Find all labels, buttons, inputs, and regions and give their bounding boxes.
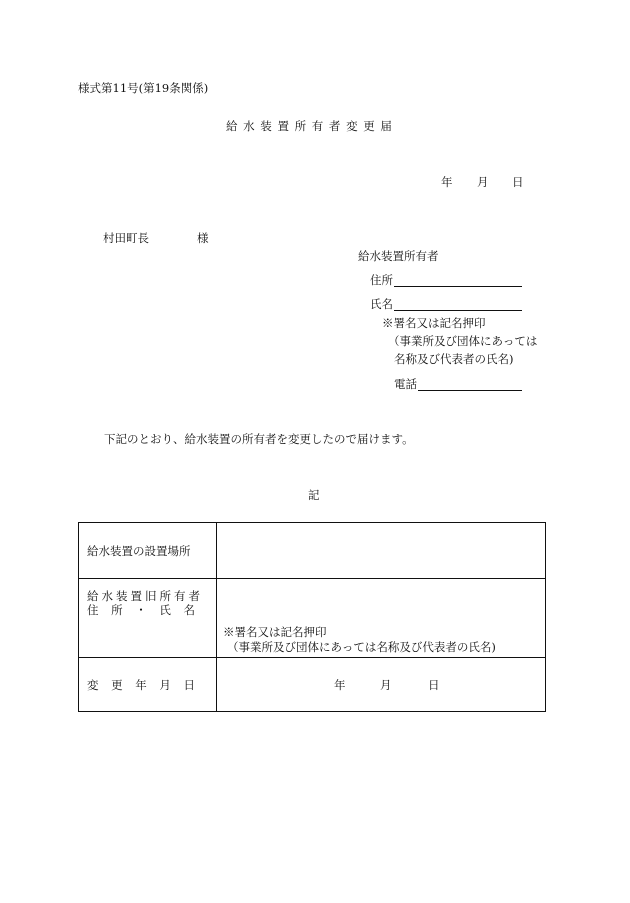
table-row	[79, 658, 546, 712]
installation-site-label-text: 給水装置の設置場所	[87, 543, 191, 558]
label-char: 年	[135, 677, 147, 692]
change-year-label: 年	[334, 678, 346, 692]
phone-label: 電話	[394, 377, 417, 391]
date-year-label: 年	[441, 175, 453, 189]
addressee-honorific: 様	[197, 231, 209, 245]
form-title: 給 水 装 置 所 有 者 変 更 届	[226, 119, 393, 133]
change-date-label-text	[87, 677, 203, 693]
label-char: 更	[111, 677, 123, 692]
org-note-line2: 名称及び代表者の氏名)	[394, 352, 514, 366]
name-field[interactable]	[394, 310, 522, 311]
statement-text: 下記のとおり、給水装置の所有者を変更したので届けます。	[104, 432, 414, 446]
former-owner-label-line2	[87, 603, 203, 617]
former-owner-field[interactable]	[217, 579, 546, 658]
phone-field[interactable]	[418, 390, 522, 391]
table-row	[79, 579, 546, 658]
label-char: 名	[183, 603, 195, 617]
installation-site-field[interactable]	[217, 523, 546, 579]
table-row	[79, 523, 546, 579]
label-char: 住	[87, 603, 99, 617]
date-month-label: 月	[477, 175, 489, 189]
org-note-line1: （事業所及び団体にあっては	[388, 334, 538, 348]
label-char: 所	[111, 603, 123, 617]
label-char: ・	[135, 603, 147, 617]
former-owner-label-line1: 給水装置旧所有者	[87, 589, 203, 603]
change-day-label: 日	[428, 678, 440, 692]
former-owner-org-note: （事業所及び団体にあっては名称及び代表者の氏名)	[227, 640, 496, 654]
form-number: 様式第11号(第19条関係)	[78, 81, 209, 95]
label-char: 氏	[159, 603, 171, 617]
details-table	[78, 522, 546, 712]
ki-heading: 記	[308, 488, 320, 502]
label-char: 月	[159, 677, 171, 692]
former-owner-label	[79, 579, 217, 658]
seal-note: ※署名又は記名押印	[382, 316, 486, 330]
address-label: 住所	[370, 273, 393, 287]
applicant-heading: 給水装置所有者	[358, 249, 439, 263]
former-owner-seal-note: ※署名又は記名押印	[223, 625, 327, 639]
label-char: 日	[183, 677, 195, 692]
name-label: 氏名	[370, 297, 393, 311]
addressee-name: 村田町長	[103, 231, 149, 245]
change-date-field[interactable]	[217, 658, 546, 712]
date-day-label: 日	[512, 175, 524, 189]
change-date-label	[79, 658, 217, 712]
address-field[interactable]	[394, 286, 522, 287]
label-char: 変	[87, 677, 99, 692]
installation-site-label	[79, 523, 217, 579]
change-month-label: 月	[380, 678, 392, 692]
